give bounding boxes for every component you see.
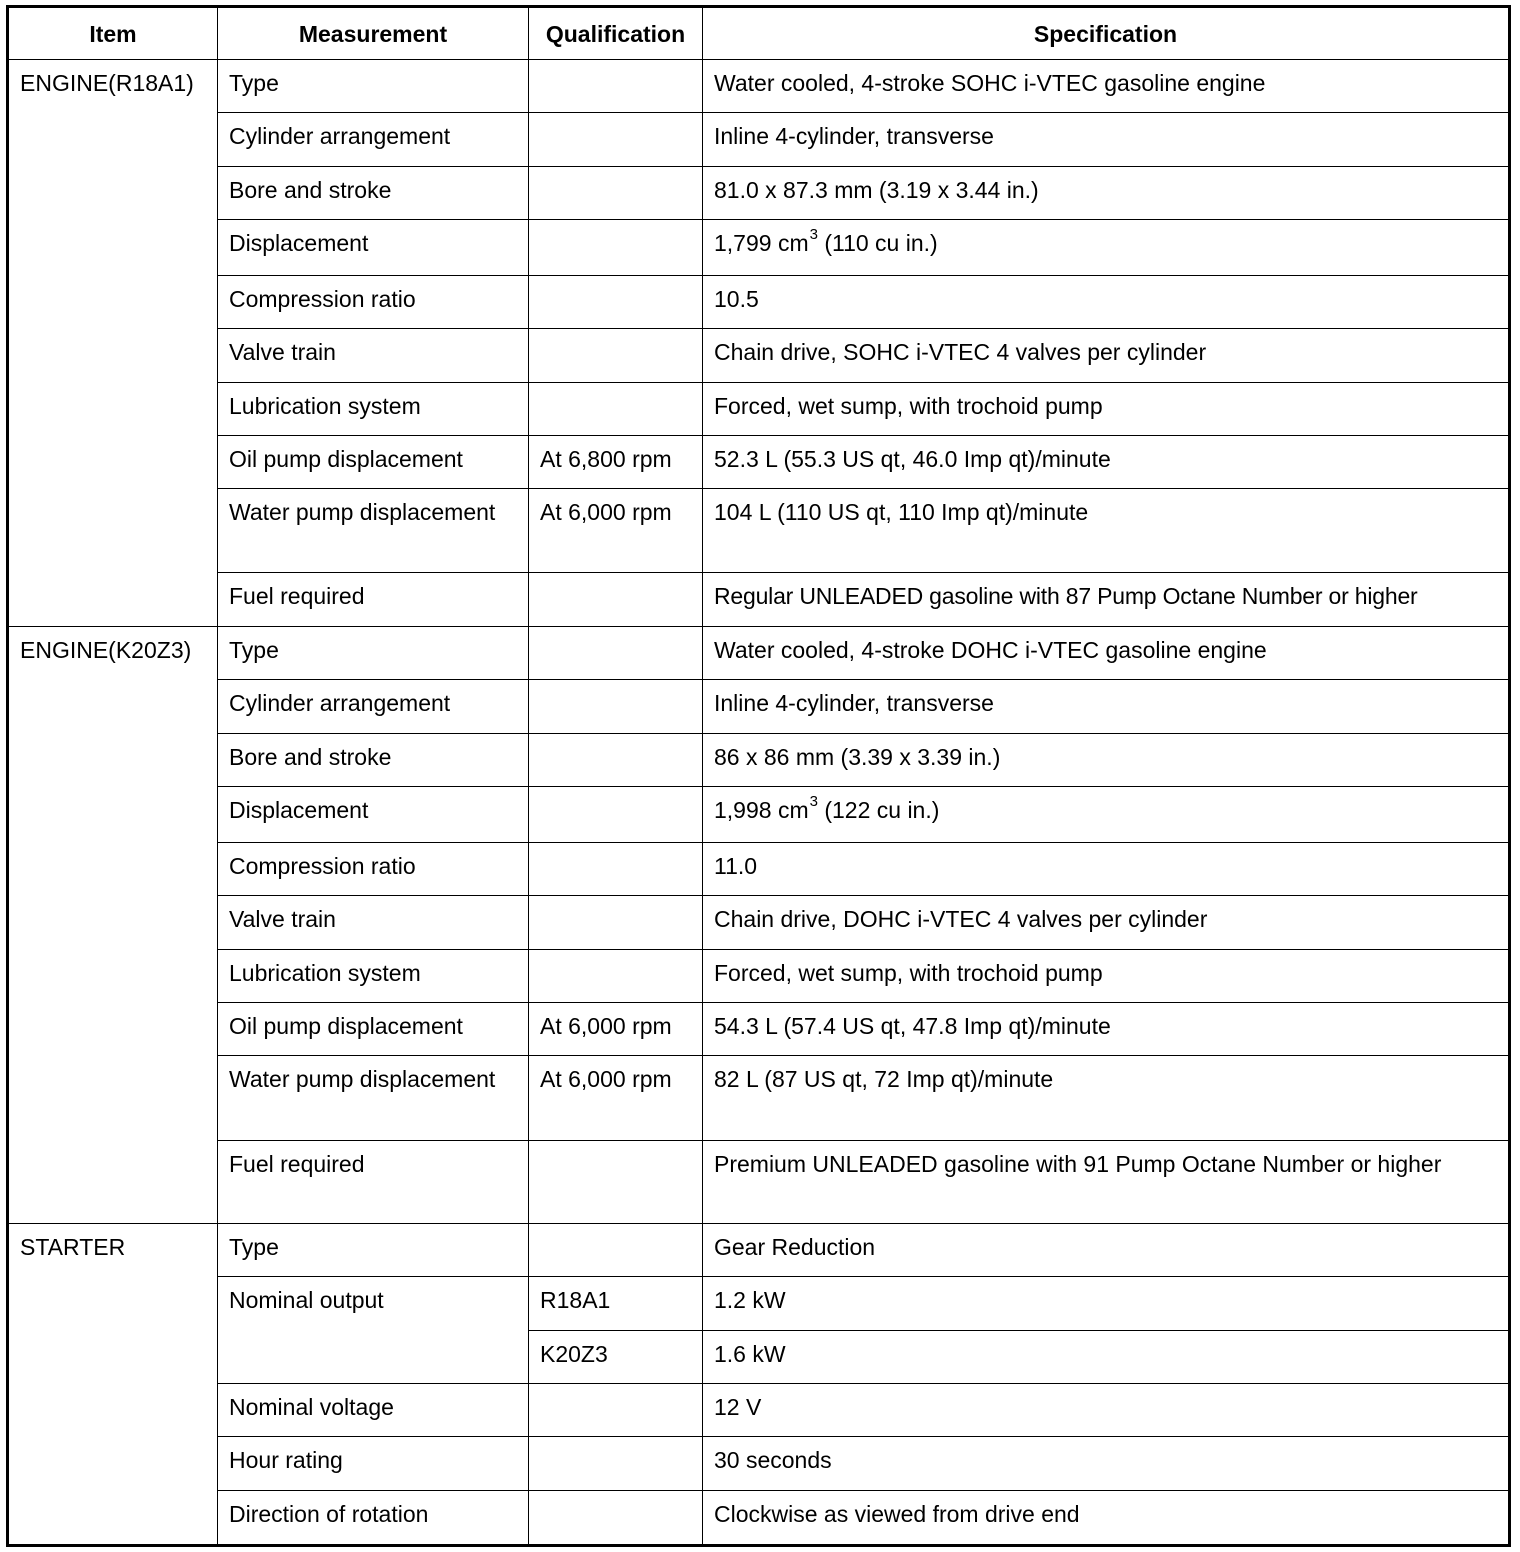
measurement-cell: Valve train — [218, 896, 529, 949]
specification-cell: Forced, wet sump, with trochoid pump — [703, 382, 1510, 435]
qualification-cell — [529, 60, 703, 113]
measurement-cell: Hour rating — [218, 1437, 529, 1490]
table-row — [8, 733, 1510, 786]
table-row — [8, 489, 1510, 572]
qualification-cell — [529, 219, 703, 275]
specification-cell: 11.0 — [703, 843, 1510, 896]
spec-text: (122 cu in.) — [817, 796, 940, 823]
qualification-cell — [529, 733, 703, 786]
table-row — [8, 896, 1510, 949]
measurement-cell: Bore and stroke — [218, 733, 529, 786]
qualification-cell — [529, 1140, 703, 1223]
header-qualification: Qualification — [529, 7, 703, 60]
qualification-cell — [529, 1383, 703, 1436]
qualification-cell — [529, 896, 703, 949]
measurement-cell: Cylinder arrangement — [218, 113, 529, 166]
table-row — [8, 786, 1510, 842]
specification-cell: 30 seconds — [703, 1437, 1510, 1490]
specification-cell: 12 V — [703, 1383, 1510, 1436]
measurement-cell: Direction of rotation — [218, 1490, 529, 1545]
header-row — [8, 7, 1510, 60]
table-row — [8, 1056, 1510, 1140]
measurement-cell: Compression ratio — [218, 276, 529, 329]
specification-cell: Chain drive, DOHC i-VTEC 4 valves per cylinder — [703, 896, 1510, 949]
table-row — [8, 219, 1510, 275]
measurement-cell: Displacement — [218, 786, 529, 842]
specification-cell: 1.6 kW — [703, 1330, 1510, 1383]
measurement-cell: Compression ratio — [218, 843, 529, 896]
table-row — [8, 949, 1510, 1002]
specification-cell: 10.5 — [703, 276, 1510, 329]
measurement-cell: Water pump displacement — [218, 489, 529, 572]
specification-cell — [703, 219, 1510, 275]
table-row — [8, 329, 1510, 382]
measurement-cell: Water pump displacement — [218, 1056, 529, 1140]
header-specification: Specification — [703, 7, 1510, 60]
specification-cell: Gear Reduction — [703, 1224, 1510, 1277]
spec-text: 1,998 cm — [714, 796, 809, 823]
specification-cell: Clockwise as viewed from drive end — [703, 1490, 1510, 1545]
table-row — [8, 1140, 1510, 1223]
header-measurement: Measurement — [218, 7, 529, 60]
qualification-cell — [529, 1490, 703, 1545]
qualification-cell — [529, 1224, 703, 1277]
header-item: Item — [8, 7, 218, 60]
specification-cell: 82 L (87 US qt, 72 Imp qt)/minute — [703, 1056, 1510, 1140]
measurement-cell: Nominal output — [218, 1277, 529, 1384]
specification-table — [6, 5, 1511, 1547]
specification-cell: Chain drive, SOHC i-VTEC 4 valves per cylinder — [703, 329, 1510, 382]
qualification-cell — [529, 276, 703, 329]
qualification-cell: R18A1 — [529, 1277, 703, 1330]
measurement-cell: Oil pump displacement — [218, 1002, 529, 1055]
qualification-cell — [529, 572, 703, 626]
specification-cell: Inline 4-cylinder, transverse — [703, 680, 1510, 733]
qualification-cell: At 6,000 rpm — [529, 1056, 703, 1140]
measurement-cell: Type — [218, 626, 529, 679]
measurement-cell: Valve train — [218, 329, 529, 382]
table-row — [8, 1224, 1510, 1277]
table-row — [8, 1002, 1510, 1055]
measurement-cell: Oil pump displacement — [218, 435, 529, 488]
qualification-cell: At 6,800 rpm — [529, 435, 703, 488]
measurement-cell: Cylinder arrangement — [218, 680, 529, 733]
measurement-cell: Fuel required — [218, 1140, 529, 1223]
table-row — [8, 60, 1510, 113]
table-row — [8, 1383, 1510, 1436]
specification-cell: Regular UNLEADED gasoline with 87 Pump Octane Number or higher — [703, 572, 1510, 626]
qualification-cell — [529, 843, 703, 896]
qualification-cell — [529, 680, 703, 733]
superscript: 3 — [809, 793, 818, 811]
qualification-cell — [529, 626, 703, 679]
item-cell-k20z3: ENGINE(K20Z3) — [8, 626, 218, 1223]
specification-cell: 81.0 x 87.3 mm (3.19 x 3.44 in.) — [703, 166, 1510, 219]
specification-cell: 1.2 kW — [703, 1277, 1510, 1330]
measurement-cell: Displacement — [218, 219, 529, 275]
specification-cell: Inline 4-cylinder, transverse — [703, 113, 1510, 166]
specification-cell — [703, 786, 1510, 842]
spec-text: (110 cu in.) — [817, 229, 938, 256]
qualification-cell: At 6,000 rpm — [529, 489, 703, 572]
specification-cell: 104 L (110 US qt, 110 Imp qt)/minute — [703, 489, 1510, 572]
specification-cell: Water cooled, 4-stroke SOHC i-VTEC gasoline engine — [703, 60, 1510, 113]
table-row — [8, 626, 1510, 679]
item-cell-r18a1: ENGINE(R18A1) — [8, 60, 218, 627]
item-cell-starter: STARTER — [8, 1224, 218, 1546]
table-row — [8, 1277, 1510, 1330]
qualification-cell — [529, 949, 703, 1002]
measurement-cell: Type — [218, 1224, 529, 1277]
superscript: 3 — [809, 226, 818, 244]
qualification-cell — [529, 329, 703, 382]
table-row — [8, 680, 1510, 733]
table-row — [8, 1437, 1510, 1490]
table-row — [8, 435, 1510, 488]
specification-cell: Water cooled, 4-stroke DOHC i-VTEC gasoline engine — [703, 626, 1510, 679]
measurement-cell: Type — [218, 60, 529, 113]
table-row — [8, 166, 1510, 219]
specification-cell: 54.3 L (57.4 US qt, 47.8 Imp qt)/minute — [703, 1002, 1510, 1055]
specification-cell: 86 x 86 mm (3.39 x 3.39 in.) — [703, 733, 1510, 786]
qualification-cell — [529, 786, 703, 842]
specification-cell: Forced, wet sump, with trochoid pump — [703, 949, 1510, 1002]
qualification-cell — [529, 166, 703, 219]
table-row — [8, 843, 1510, 896]
spec-text: 1,799 cm — [714, 229, 809, 256]
measurement-cell: Lubrication system — [218, 382, 529, 435]
specification-cell: 52.3 L (55.3 US qt, 46.0 Imp qt)/minute — [703, 435, 1510, 488]
qualification-cell — [529, 382, 703, 435]
qualification-cell — [529, 113, 703, 166]
specification-cell: Premium UNLEADED gasoline with 91 Pump Octane Number or higher — [703, 1140, 1510, 1223]
measurement-cell: Fuel required — [218, 572, 529, 626]
table-row — [8, 382, 1510, 435]
table-row — [8, 1490, 1510, 1545]
table-row — [8, 572, 1510, 626]
measurement-cell: Nominal voltage — [218, 1383, 529, 1436]
table-row — [8, 276, 1510, 329]
qualification-cell: At 6,000 rpm — [529, 1002, 703, 1055]
table-row — [8, 113, 1510, 166]
measurement-cell: Lubrication system — [218, 949, 529, 1002]
qualification-cell: K20Z3 — [529, 1330, 703, 1383]
measurement-cell: Bore and stroke — [218, 166, 529, 219]
qualification-cell — [529, 1437, 703, 1490]
